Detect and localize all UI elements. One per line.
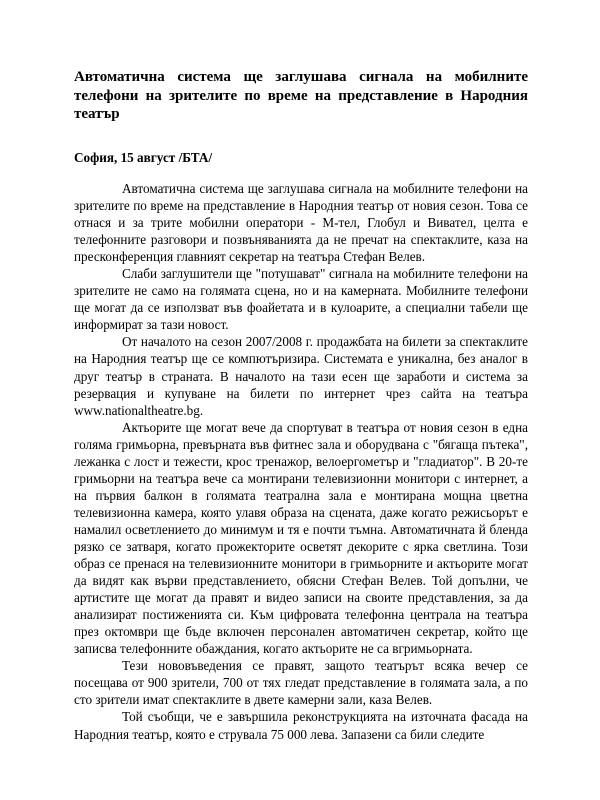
- body-paragraph: От началото на сезон 2007/2008 г. продажбата на билети за спектаклите на Народния театър ще се компютъризира. Системата е уникална, без аналог в друг театър в страната. В началото на тази есен ще заработи и система за резервация и купуване на билети по интернет чрез сайта на театъра www.nationaltheatre.bg.: [74, 334, 528, 418]
- body-paragraph: Автоматична система ще заглушава сигнала на мобилните телефони на зрителите по време на представление в Народния театър от новия сезон. Това се отнася и за трите мобилни оператори - М-тел, Глобул и Вивател, целта е телефонните разговори и позвъняванията да не пречат на спектаклите, каза на пресконференция главният секретар на театъра Стефан Велев.: [74, 181, 528, 265]
- article-headline: Автоматична система ще заглушава сигнала на мобилните телефони на зрителите по време на представление в Народния театър: [74, 69, 528, 122]
- body-paragraph: Той съобщи, че е завършила реконструкцията на източната фасада на Народния театър, която е струвала 75 000 лева. Запазени са били следите: [74, 709, 528, 742]
- body-paragraph: Тези нововъведения се правят, защото театърът всяка вечер се посещава от 900 зрители, 700 от тях гледат представление в голямата зала, а по сто зрители имат спектаклите в двете камерни зали, каза Велев.: [74, 658, 528, 708]
- article-dateline: София, 15 август /БТА/: [74, 150, 213, 165]
- article-body: [74, 180, 528, 743]
- body-paragraph: Слаби заглушители ще "потушават" сигнала на мобилните телефони на зрителите не само на голямата сцена, но и на камерната. Мобилните телефони ще могат да се използват във фоайетата и в кулоарите, а специални табели ще информират за тази новост.: [74, 266, 528, 333]
- body-paragraph: Актьорите ще могат вече да спортуват в театъра от новия сезон в една голяма гримьорна, превърната във фитнес зала и оборудвана с "бягаща пътека", лежанка с лост и тежести, крос тренажор, велоергометър и "гладиатор". В 20-те гримьорни на театъра вече са монтирани телевизионни монитори с интернет, а на първия балкон в голямата театрална зала е монтирана мощна цветна телевизионна камера, която улавя образа на сцената, даже когато режисьорът е намалил осветлението до минимум и тя е почти тъмна. Автоматичната й бленда рязко се затваря, когато прожекторите осветят декорите с ярка светлина. Този образ се пренася на телевизионните монитори в гримьорните и актьорите могат да видят как върви представлението, обясни Стефан Велев. Той допълни, че артистите ще могат да правят и видео записи на своите представления, за да анализират постиженията си. Към цифровата телефонна централа на театъра през октомври ще бъде включен персонален автоматичен секретар, който ще записва телефонните обаждания, когато актьорите не са вгримьорната.: [74, 419, 528, 657]
